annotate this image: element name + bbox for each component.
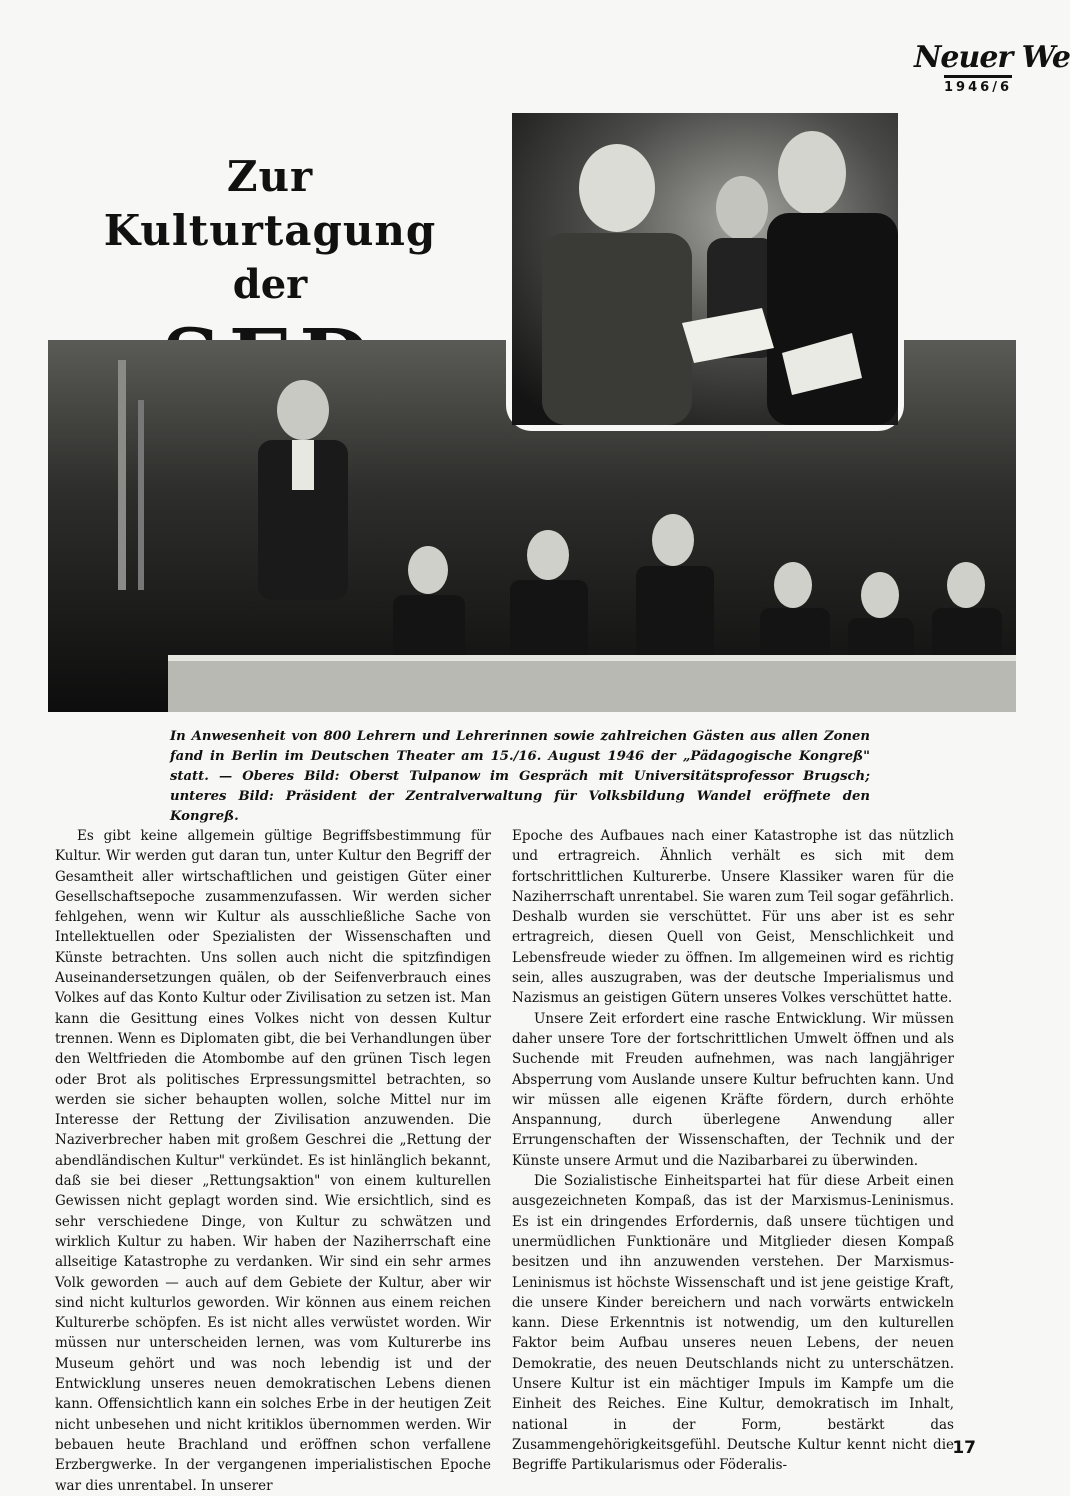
headline-line-1: Zur Kulturtagung: [103, 152, 437, 255]
conversation-photo: [506, 107, 904, 431]
conversation-photo-illustration: [512, 113, 898, 425]
headline-line-2: der: [232, 261, 308, 308]
article-column-left: [55, 826, 491, 1496]
paragraph: Es gibt keine allgemein gültige Begriffsbestimmung für Kultur. Wir werden gut daran tun, unter Kultur den Begriff der Gesamtheit aller wirtschaftlichen und geistigen Güter einer Gesellschaftsepoche zusammenzufassen. Wir werden sicher fehlgehen, wenn wir Kultur als ausschließliche Sache von Intellektuellen oder Spezialisten der Wissenschaften und Künste betrachten. Uns sollen auch nicht die spitzfindigen Auseinandersetzungen quälen, ob der Seifenverbrauch eines Volkes auf das Konto Kultur oder Zivilisation zu setzen ist. Man kann die Gesittung eines Volkes nicht von dessen Kultur trennen. Wenn es Diplomaten gibt, die bei Verhandlungen über den Weltfrieden die Atombombe auf den grünen Tisch legen oder Brot als politisches Erpressungsmittel betrachten, so werden sie sicher behaupten wollen, solche Mittel nur im Interesse der Rettung der Zivilisation anzuwenden. Die Naziverbrecher haben mit großem Geschrei die „Rettung der abendländischen Kultur" verkündet. Es ist hinlänglich bekannt, daß sie bei dieser „Rettungsaktion" von einem kulturellen Gewissen nicht geplagt worden sind. Wie ersichtlich, sind es sehr verschiedene Dinge, von Kultur zu schwätzen und wirklich Kultur zu haben. Wir haben der Naziherrschaft eine allseitige Katastrophe zu verdanken. Wir sind ein sehr armes Volk geworden — auch auf dem Gebiete der Kultur, aber wir sind nicht kulturlos geworden. Wir können aus einem reichen Kulturerbe schöpfen. Es ist nicht alles verwüstet worden. Wir müssen nur unterscheiden lernen, was vom Kulturerbe ins Museum gehört und was noch lebendig ist und der Entwicklung unseres neuen demokratischen Lebens dienen kann. Offensichtlich kann ein solches Erbe in der heutigen Zeit nicht unbesehen und nicht kritiklos übernommen werden. Wir bebauen heute Brachland und eröffnen schon verfallene Erzbergwerke. In der vergangenen imperialistischen Epoche war dies unrentabel. In unserer: [55, 828, 491, 1494]
article-column-right: [512, 826, 954, 1476]
paragraph: Unsere Zeit erfordert eine rasche Entwicklung. Wir müssen daher unsere Tore der fortschrittlichen Umwelt öffnen und als Suchende mit Freuden aufnehmen, was nach langjähriger Absperrung vom Auslande unsere Kultur befruchten kann. Und wir müssen alle eigenen Kräfte fördern, durch erhöhte Anspannung, durch überlegene Anwendung aller Errungenschaften der Wissenschaften, der Technik und der Künste unsere Armut und die Nazibarbarei zu überwinden.: [512, 1010, 954, 1169]
magazine-title: Neuer We: [914, 40, 1070, 75]
paragraph: Die Sozialistische Einheitspartei hat für diese Arbeit einen ausgezeichneten Kompaß, das ist der Marxismus-Leninismus. Es ist ein dringendes Erfordernis, daß unsere tüchtigen und unermüdlichen Funktionäre und Mitglieder diesen Kompaß besitzen und ihn anzuwenden verstehen. Der Marxismus-Leninismus ist höchste Wissenschaft und ist jene geistige Kraft, die unsere Kinder bereichern und nach vorwärts entwickeln kann. Diese Erkenntnis ist notwendig, um den kulturellen Faktor beim Aufbau unseres neuen Lebens, der neuen Demokratie, des neuen Deutschlands nicht zu unterschätzen. Unsere Kultur ist ein mächtiger Impuls im Kampfe um die Einheit des Reiches. Eine Kultur, demokratisch im Inhalt, national in der Form, bestärkt das Zusammengehörigkeitsgefühl. Deutsche Kultur kennt nicht die Begriffe Partikularismus oder Föderalis-: [512, 1173, 954, 1474]
page-number: 17: [952, 1438, 976, 1458]
issue-number: 1946/6: [944, 75, 1012, 95]
photo-caption: In Anwesenheit von 800 Lehrern und Lehrerinnen sowie zahlreichen Gästen aus allen Zonen fand in Berlin im Deutschen Theater am 15./16. August 1946 der „Pädagogische Kongreß" statt. — Oberes Bild: Oberst Tulpanow im Gespräch mit Universitätsprofessor Brugsch; unteres Bild: Präsident der Zentralverwaltung für Volksbildung Wandel eröffnete den Kongreß.: [170, 729, 870, 824]
paragraph: Epoche des Aufbaues nach einer Katastrophe ist das nützlich und ertragreich. Ähnlich verhält es sich mit dem fortschrittlichen Kulturerbe. Unsere Klassiker waren für die Naziherrschaft unrentabel. Sie waren zum Teil sogar gefährlich. Deshalb wurden sie verschüttet. Für uns aber ist es sehr ertragreich, diesen Quell von Geist, Menschlichkeit und Lebensfreude wieder zu öffnen. Im allgemeinen wird es richtig sein, alles auszugraben, was der deutsche Imperialismus und Nazismus an geistigen Gütern unseres Volkes verschüttet hatte.: [512, 828, 954, 1007]
masthead: [914, 40, 1070, 95]
